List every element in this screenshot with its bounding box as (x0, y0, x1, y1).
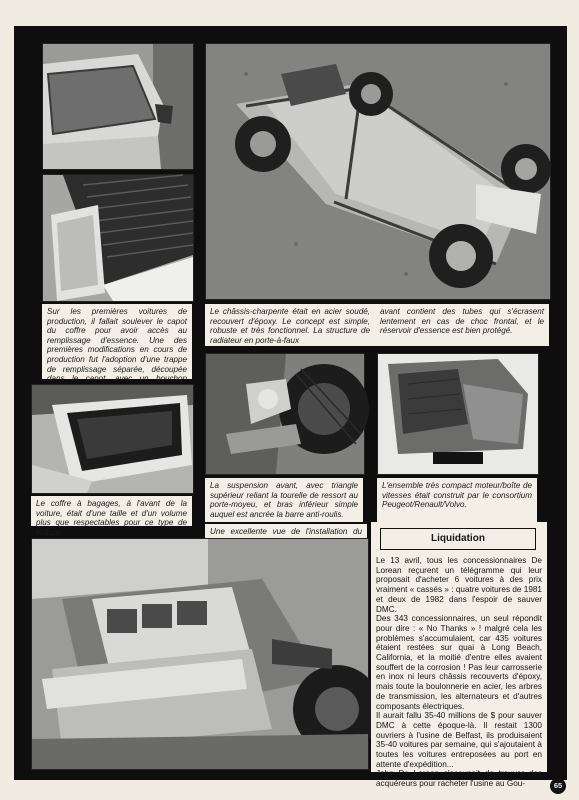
caption-chassis-right (375, 304, 549, 346)
article-heading-text: Liquidation (431, 533, 485, 544)
caption-chassis-left-text: Le châssis-charpente était en acier soudé, recouvert d'époxy. Le concept est simple, robuste et très fonctionnel. La structure de radiateur en porte-à-faux (210, 307, 370, 345)
caption-trunk (31, 496, 192, 537)
article-paragraph: Il aurait fallu 35-40 millions de $ pour sauver DMC à cette époque-là. Il restait 1300 ouvriers à l'usine de Belfast, ils produisaient 35-40 voitures par semaine, qui s'ajoutaient à toutes les voitures entreposées au port en attente d'expédition... (376, 711, 542, 769)
article-body (376, 556, 542, 789)
photo-front-suspension (205, 353, 365, 475)
caption-rear-text: Une excellente vue de l'installation du (210, 527, 362, 536)
photo-engine-gearbox (377, 353, 539, 475)
page-number: 65 (550, 778, 566, 794)
article-paragraph: Le 13 avril, tous les concessionnaires De Lorean reçurent un télégramme qui leur proposait d'acheter 6 voitures à des prix vraiment « cassés » : quatre voitures de 1981 et deux de 1982 dans l'espoir de sauver DMC. (376, 556, 542, 614)
caption-chassis-left (205, 304, 375, 346)
caption-engine-gearbox (377, 478, 537, 522)
caption-hood (42, 304, 192, 384)
photo-car-rear-window (42, 43, 194, 170)
article-paragraph: Des 343 concessionnaires, un seul répondit pour dire : « No Thanks » ! malgré cela les problèmes s'accumulaient, car 435 voitures étaient restées sur quai à Long Beach, California, et la moitié d'entre elles avaient souffert de la corrosion ! Pas leur carrosserie en inox ni leurs châssis recouverts d'époxy, mais toute la boulonnerie en acier, les arbres de transmission, les alternateurs et d'autres composants électriques. (376, 614, 542, 711)
article-paragraph: John De Lorean s'occupait de trouver des acquéreurs pour racheter l'usine au Gou- (376, 769, 542, 789)
article-heading (380, 528, 536, 550)
photo-rear-engine-installation (31, 538, 369, 770)
caption-suspension (205, 478, 363, 522)
caption-trunk-text: Le coffre à bagages, à l'avant de la voiture, était d'une taille et d'un volume plus que respectables pour ce type de voiture. (36, 499, 187, 537)
photo-trunk (31, 384, 194, 494)
photo-chassis (205, 43, 551, 300)
caption-engine-gearbox-text: L'ensemble très compact moteur/boîte de vitesses était construit par le consortium Peugeot/Renault/Volvo. (382, 481, 532, 510)
photo-engine-cover-grille (42, 174, 194, 302)
caption-hood-text: Sur les premières voitures de production, il fallait soulever le capot du coffre pour avoir accès au remplissage d'essence. Une des premières modifications en cours de production fut l'adoption d'une trappe de remplissage séparée, découpée dans le capot, avec un bouchon (47, 307, 187, 384)
caption-suspension-text: La suspension avant, avec triangle supérieur reliant la tourelle de ressort au porte-moyeu, et bras inférieur simple auquel est ancrée la barre anti-roulis. (210, 481, 358, 519)
caption-chassis-right-text: avant contient des tubes qui s'écrasent lentement en cas de choc frontal, et le réservoir d'essence est bien protégé. (380, 307, 544, 336)
